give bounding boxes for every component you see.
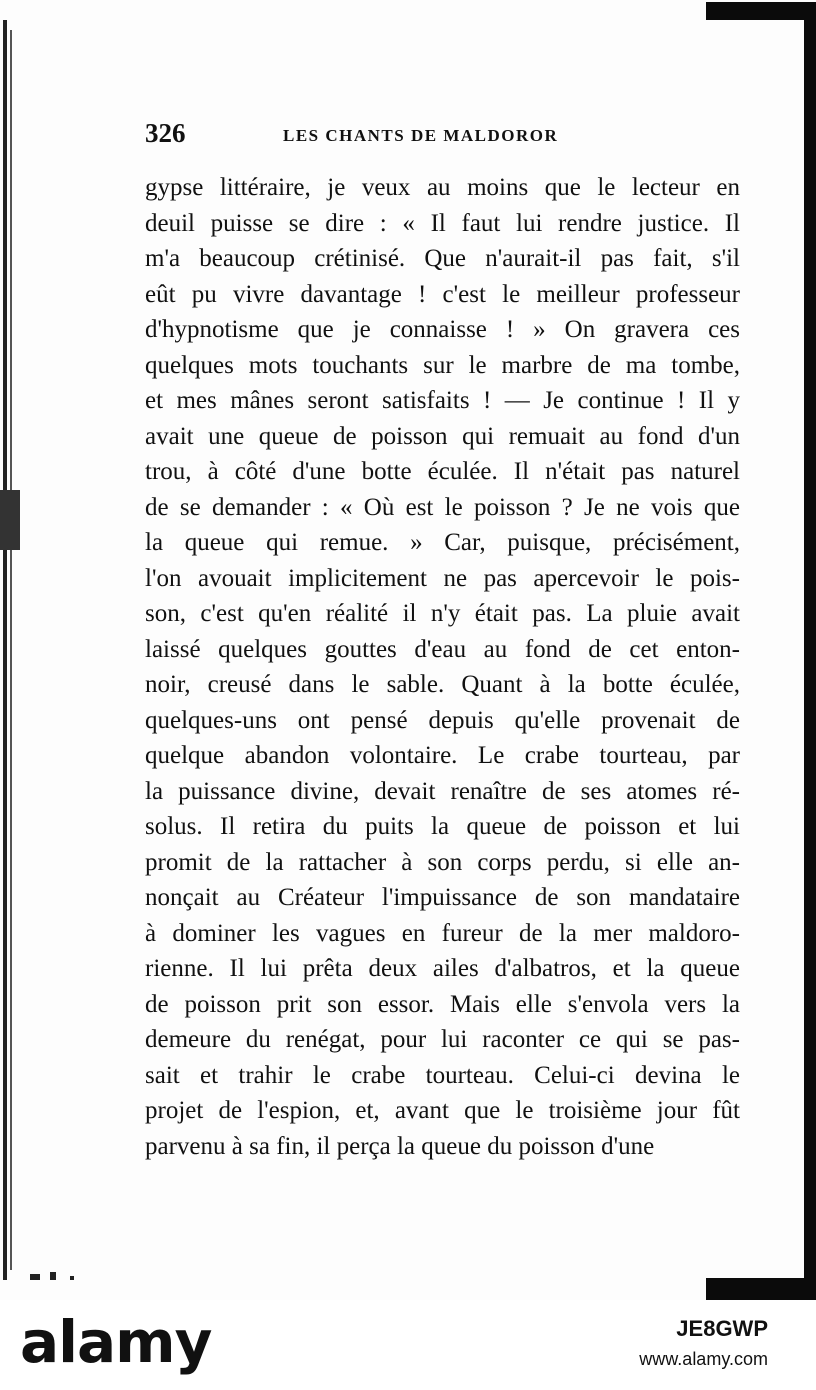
page-number: 326 [145, 118, 186, 148]
body-text [145, 170, 740, 1164]
text-line: eût pu vivre davantage ! c'est le meilleur professeur [145, 280, 740, 308]
text-line: trou, à côté d'une botte éculée. Il n'était pas naturel [145, 458, 740, 485]
text-line: parvenu à sa fin, il perça la queue du poisson d'une [145, 1132, 655, 1160]
text-line: projet de l'espion, et, avant que le troisième jour fût [145, 1097, 740, 1124]
text-line: quelques mots touchants sur le marbre de ma tombe, [145, 351, 740, 379]
text-line: laissé quelques gouttes d'eau au fond de cet enton- [145, 635, 740, 663]
text-line: promit de la rattacher à son corps perdu, si elle an- [145, 848, 740, 876]
text-line: rienne. Il lui prêta deux ailes d'albatros, et la queue [145, 955, 740, 982]
text-line: la queue qui remue. » Car, puisque, précisément, [145, 529, 740, 556]
watermark-logo: alamy [20, 1308, 212, 1376]
page-header [145, 118, 740, 154]
text-line: la puissance divine, devait renaître de ses atomes ré- [145, 777, 740, 805]
text-line: à dominer les vagues en fureur de la mer maldoro- [145, 919, 740, 947]
text-line: son, c'est qu'en réalité il n'y était pas. La pluie avait [145, 600, 740, 627]
text-line: avait une queue de poisson qui remuait au fond d'un [145, 422, 740, 450]
text-line: gypse littéraire, je veux au moins que le lecteur en [145, 174, 740, 201]
text-line: noir, creusé dans le sable. Quant à la botte éculée, [145, 671, 740, 698]
text-line: de se demander : « Où est le poisson ? Je ne vois que [145, 493, 740, 521]
watermark-image-id: JE8GWP [676, 1316, 768, 1341]
watermark-url: www.alamy.com [639, 1349, 768, 1369]
text-line: d'hypnotisme que je connaisse ! » On gravera ces [145, 316, 740, 343]
text-line: m'a beaucoup crétinisé. Que n'aurait-il pas fait, s'il [145, 245, 740, 272]
text-line: quelques-uns ont pensé depuis qu'elle provenait de [145, 706, 740, 734]
text-line: l'on avouait implicitement ne pas apercevoir le pois- [145, 564, 740, 592]
text-line: quelque abandon volontaire. Le crabe tourteau, par [145, 742, 740, 769]
text-line: sait et trahir le crabe tourteau. Celui-ci devina le [145, 1061, 740, 1089]
text-line: demeure du renégat, pour lui raconter ce qui se pas- [145, 1026, 740, 1053]
scan-specks [30, 1268, 150, 1282]
left-scan-edge [0, 0, 22, 1300]
text-line: solus. Il retira du puits la queue de poisson et lui [145, 813, 740, 840]
text-line: de poisson prit son essor. Mais elle s'envola vers la [145, 990, 740, 1018]
text-line: nonçait au Créateur l'impuissance de son mandataire [145, 884, 740, 911]
running-head: LES CHANTS DE MALDOROR [283, 126, 559, 145]
text-line: et mes mânes seront satisfaits ! — Je continue ! Il y [145, 387, 740, 414]
text-line: deuil puisse se dire : « Il faut lui rendre justice. Il [145, 209, 740, 237]
